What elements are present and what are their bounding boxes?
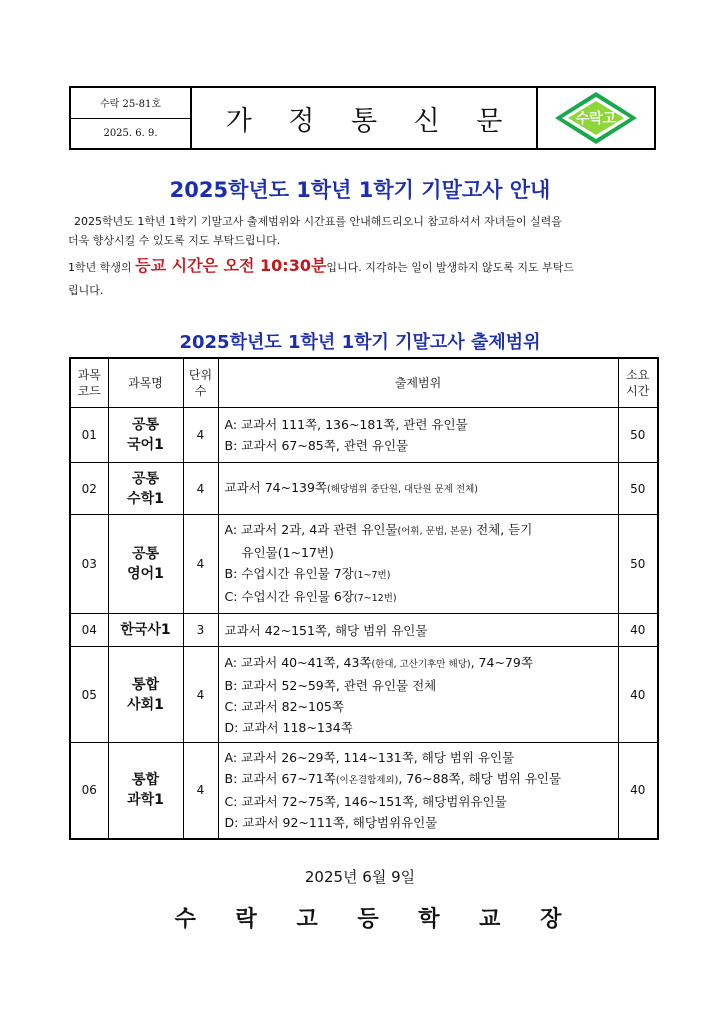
subject-range: A: 교과서 111쪽, 136~181쪽, 관련 유인물 B: 교과서 67~85쪽, 관련 유인물 <box>218 408 618 463</box>
logo-cell <box>536 88 654 148</box>
notice-title: 2025학년도 1학년 1학기 기말고사 안내 <box>169 178 551 202</box>
table-row <box>70 408 658 463</box>
doc-number: 수락 25-81호 <box>71 88 190 119</box>
table-header-row <box>70 358 658 408</box>
subject-code: 04 <box>70 614 108 647</box>
doc-meta <box>71 88 192 148</box>
table-row <box>70 463 658 515</box>
subject-name: 한국사1 <box>108 614 183 647</box>
header-subject: 과목명 <box>108 358 183 408</box>
subject-code: 05 <box>70 647 108 743</box>
arrival-line-2: 립니다. <box>68 284 104 297</box>
principal-signature: 수 락 고 등 학 교 장 <box>174 906 578 932</box>
subject-time: 50 <box>618 463 658 515</box>
subject-units: 3 <box>183 614 218 647</box>
subject-time: 40 <box>618 614 658 647</box>
subject-code: 02 <box>70 463 108 515</box>
subject-name: 통합 과학1 <box>108 743 183 839</box>
arrival-highlight: 등교 시간은 오전 10:30분 <box>135 256 327 275</box>
table-row <box>70 614 658 647</box>
subject-units: 4 <box>183 408 218 463</box>
doc-date: 2025. 6. 9. <box>103 127 158 139</box>
notice-header <box>69 86 656 150</box>
header-range: 출제범위 <box>218 358 618 408</box>
header-units: 단위 수 <box>183 358 218 408</box>
subject-time: 40 <box>618 743 658 839</box>
arrival-line-1 <box>68 254 658 279</box>
arrival-prefix: 1학년 학생의 <box>68 261 136 274</box>
intro-paragraph <box>68 212 658 250</box>
subject-time: 40 <box>618 647 658 743</box>
school-logo <box>554 91 638 145</box>
subject-code: 06 <box>70 743 108 839</box>
subject-range: A: 교과서 2과, 4과 관련 유인물(어휘, 문법, 본문) 전체, 듣기 유인물(1~17번) B: 수업시간 유인물 7장(1~7번) C: 수업시간 유인물 6장(7~12번) <box>218 515 618 614</box>
exam-range-table <box>69 357 659 840</box>
subject-name: 공통 수학1 <box>108 463 183 515</box>
subject-code: 03 <box>70 515 108 614</box>
subject-name: 공통 영어1 <box>108 515 183 614</box>
intro-line-2: 더욱 향상시킬 수 있도록 지도 부탁드립니다. <box>68 234 281 247</box>
table-row <box>70 647 658 743</box>
logo-text: 수락고 <box>575 111 617 127</box>
subject-time: 50 <box>618 515 658 614</box>
header-time: 소요 시간 <box>618 358 658 408</box>
arrival-paragraph <box>68 254 658 302</box>
header-title: 가 정 통 신 문 <box>225 105 517 137</box>
header-code: 과목 코드 <box>70 358 108 408</box>
subject-units: 4 <box>183 515 218 614</box>
subject-units: 4 <box>183 463 218 515</box>
footer-date: 2025년 6월 9일 <box>304 868 416 886</box>
intro-line-1: 2025학년도 1학년 1학기 기말고사 출제범위와 시간표를 안내해드리오니 참고하셔서 자녀들이 실력을 <box>74 215 562 228</box>
subject-units: 4 <box>183 647 218 743</box>
subject-range: 교과서 42~151쪽, 해당 범위 유인물 <box>218 614 618 647</box>
subject-time: 50 <box>618 408 658 463</box>
subject-range: A: 교과서 40~41쪽, 43쪽(한대, 고산기후만 해당), 74~79쪽 B: 교과서 52~59쪽, 관련 유인물 전체 C: 교과서 82~105쪽 D: 교과서 118~134쪽 <box>218 647 618 743</box>
table-row <box>70 515 658 614</box>
table-row <box>70 743 658 839</box>
table-title: 2025학년도 1학년 1학기 기말고사 출제범위 <box>179 332 541 353</box>
subject-name: 통합 사회1 <box>108 647 183 743</box>
subject-range: 교과서 74~139쪽(해당범위 중단원, 대단원 문제 전체) <box>218 463 618 515</box>
subject-range: A: 교과서 26~29쪽, 114~131쪽, 해당 범위 유인물 B: 교과서 67~71쪽(이온결합제외), 76~88쪽, 해당 범위 유인물 C: 교과서 72~75쪽, 146~151쪽, 해당범위유인물 D: 교과서 92~111쪽, 해당범위유인물 <box>218 743 618 839</box>
arrival-suffix: 입니다. 지각하는 일이 발생하지 않도록 지도 부탁드 <box>326 261 575 274</box>
subject-units: 4 <box>183 743 218 839</box>
subject-name: 공통 국어1 <box>108 408 183 463</box>
subject-code: 01 <box>70 408 108 463</box>
